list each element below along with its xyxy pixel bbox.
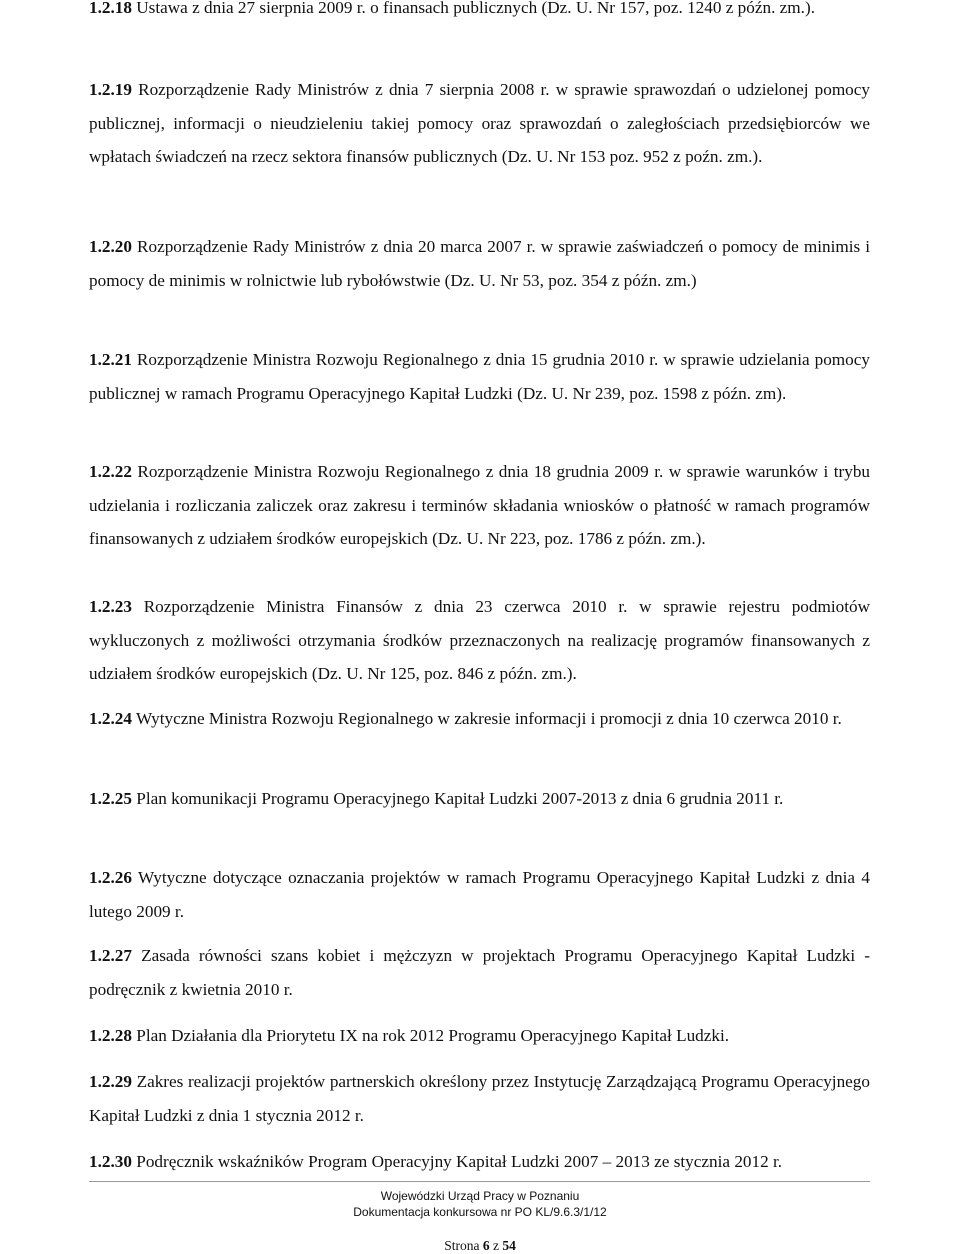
list-item	[89, 939, 870, 1006]
list-item	[89, 590, 870, 691]
page-number	[0, 1238, 960, 1254]
item-number: 1.2.24	[89, 709, 132, 728]
item-number: 1.2.20	[89, 237, 132, 256]
page-label: Strona	[444, 1238, 480, 1253]
footer-divider	[89, 1181, 870, 1182]
list-item	[89, 455, 870, 556]
item-text: Wytyczne dotyczące oznaczania projektów w ramach Programu Operacyjnego Kapitał Ludzki z dnia 4 lutego 2009 r.	[89, 868, 870, 921]
item-text: Podręcznik wskaźników Program Operacyjny Kapitał Ludzki 2007 – 2013 ze stycznia 2012 r.	[136, 1152, 783, 1171]
page-sep: z	[492, 1238, 499, 1253]
footer-document-id: Dokumentacja konkursowa nr PO KL/9.6.3/1/12	[353, 1205, 607, 1219]
item-text: Rozporządzenie Ministra Finansów z dnia 23 czerwca 2010 r. w sprawie rejestru podmiotów wykluczonych z możliwości otrzymania środków przeznaczonych na realizację programów finansowanych z udziałem środków europejskich (Dz. U. Nr 125, poz. 846 z późn. zm.).	[89, 597, 871, 683]
page-total: 54	[502, 1238, 516, 1253]
item-text: Zakres realizacji projektów partnerskich określony przez Instytucję Zarządzającą Programu Operacyjnego Kapitał Ludzki z dnia 1 stycznia 2012 r.	[89, 1072, 870, 1125]
item-text: Zasada równości szans kobiet i mężczyzn w projektach Programu Operacyjnego Kapitał Ludzki - podręcznik z kwietnia 2010 r.	[89, 946, 870, 999]
list-item	[89, 0, 870, 25]
item-number: 1.2.28	[89, 1026, 132, 1045]
item-text: Rozporządzenie Rady Ministrów z dnia 20 marca 2007 r. w sprawie zaświadczeń o pomocy de minimis i pomocy de minimis w rolnictwie lub rybołówstwie (Dz. U. Nr 53, poz. 354 z późn. zm.)	[89, 237, 871, 290]
list-item	[89, 782, 870, 816]
list-item	[89, 73, 870, 174]
footer-institution: Wojewódzki Urząd Pracy w Poznaniu	[380, 1189, 580, 1203]
item-text: Rozporządzenie Ministra Rozwoju Regionalnego z dnia 18 grudnia 2009 r. w sprawie warunków i trybu udzielania i rozliczania zaliczek oraz zakresu i terminów składania wniosków o płatność w ramach programów finansowanych z udziałem środków europejskich (Dz. U. Nr 223, poz. 1786 z późn. zm.).	[89, 462, 871, 548]
list-item	[89, 343, 870, 410]
item-text: Plan Działania dla Priorytetu IX na rok 2012 Programu Operacyjnego Kapitał Ludzki.	[136, 1026, 730, 1045]
item-text: Wytyczne Ministra Rozwoju Regionalnego w zakresie informacji i promocji z dnia 10 czerwca 2010 r.	[135, 709, 842, 728]
list-item	[89, 1065, 870, 1132]
list-item	[89, 1019, 870, 1053]
item-number: 1.2.21	[89, 350, 132, 369]
item-number: 1.2.27	[89, 946, 132, 965]
item-number: 1.2.19	[89, 80, 132, 99]
item-text: Rozporządzenie Rady Ministrów z dnia 7 sierpnia 2008 r. w sprawie sprawozdań o udzielonej pomocy publicznej, informacji o nieudzieleniu takiej pomocy oraz sprawozdań o zaległościach przedsiębiorców we wpłatach świadczeń na rzecz sektora finansów publicznych (Dz. U. Nr 153 poz. 952 z poźn. zm.).	[89, 80, 870, 166]
list-item	[89, 230, 870, 297]
list-item	[89, 1145, 870, 1179]
item-text: Rozporządzenie Ministra Rozwoju Regionalnego z dnia 15 grudnia 2010 r. w sprawie udzielania pomocy publicznej w ramach Programu Operacyjnego Kapitał Ludzki (Dz. U. Nr 239, poz. 1598 z późn. zm).	[89, 350, 870, 403]
item-text: Plan komunikacji Programu Operacyjnego Kapitał Ludzki 2007-2013 z dnia 6 grudnia 2011 r.	[136, 789, 784, 808]
list-item	[89, 861, 870, 928]
item-number: 1.2.23	[89, 597, 132, 616]
item-number: 1.2.18	[89, 0, 132, 17]
page-current: 6	[482, 1238, 490, 1253]
item-number: 1.2.29	[89, 1072, 132, 1091]
item-number: 1.2.22	[89, 462, 132, 481]
item-number: 1.2.25	[89, 789, 132, 808]
item-number: 1.2.26	[89, 868, 132, 887]
item-text: Ustawa z dnia 27 sierpnia 2009 r. o finansach publicznych (Dz. U. Nr 157, poz. 1240 z późn. zm.).	[136, 0, 815, 17]
list-item	[89, 702, 870, 736]
item-number: 1.2.30	[89, 1152, 132, 1171]
